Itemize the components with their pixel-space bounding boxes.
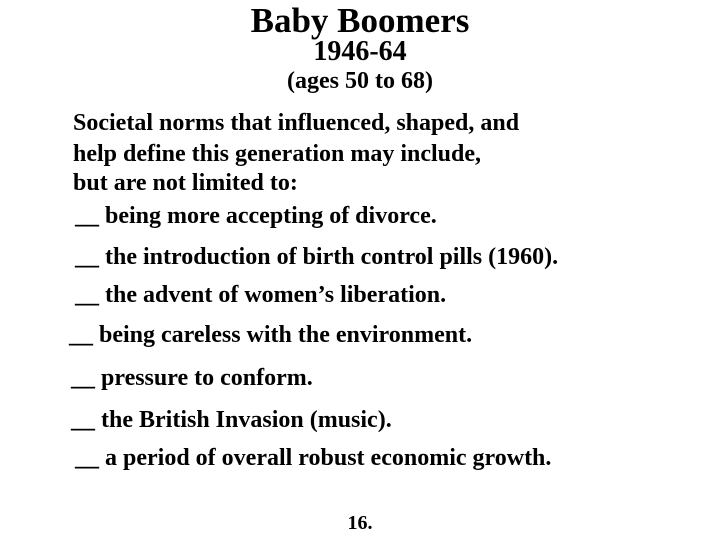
list-item	[69, 323, 472, 347]
list-item-text: the advent of women’s liberation.	[105, 282, 447, 308]
blank-marker: __	[75, 445, 99, 471]
blank-marker: __	[75, 244, 99, 270]
list-item	[75, 204, 437, 228]
list-item-text: pressure to conform.	[101, 365, 313, 391]
list-item-text: being more accepting of divorce.	[105, 203, 437, 229]
list-item-text: the introduction of birth control pills (1960).	[105, 244, 559, 270]
list-item	[71, 408, 392, 432]
intro-line: but are not limited to:	[73, 170, 298, 196]
list-item	[75, 283, 446, 307]
slide-title: Baby Boomers	[250, 1, 470, 40]
blank-marker: __	[75, 282, 99, 308]
slide-number: 16.	[347, 512, 373, 534]
blank-marker: __	[71, 365, 95, 391]
year-range: 1946-64	[313, 36, 407, 67]
list-item-text: a period of overall robust economic growth.	[105, 445, 552, 471]
list-item	[71, 366, 313, 390]
list-item	[75, 446, 551, 470]
blank-marker: __	[75, 203, 99, 229]
age-range: (ages 50 to 68)	[287, 68, 433, 94]
intro-line: help define this generation may include,	[73, 141, 482, 167]
blank-marker: __	[71, 407, 95, 433]
list-item-text: being careless with the environment.	[99, 322, 473, 348]
intro-line: Societal norms that influenced, shaped, and	[73, 110, 520, 136]
list-item	[75, 245, 558, 269]
blank-marker: __	[69, 322, 93, 348]
list-item-text: the British Invasion (music).	[101, 407, 392, 433]
